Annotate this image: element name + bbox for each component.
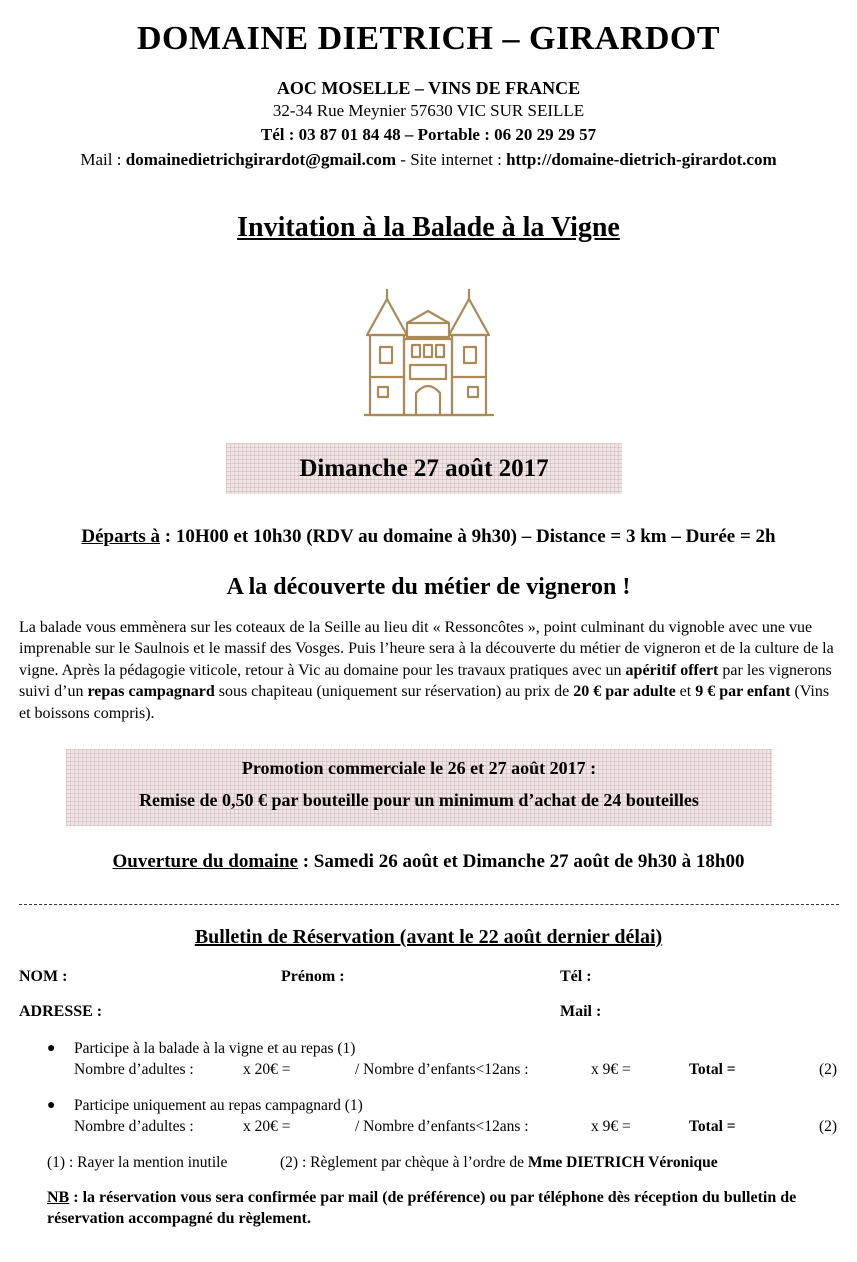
option1-total: Total = bbox=[689, 1061, 736, 1078]
departures-line bbox=[0, 526, 857, 548]
promotion-title: Promotion commerciale le 26 et 27 août 2017 : bbox=[241, 758, 597, 778]
desc-bold-repas: repas campagnard bbox=[87, 683, 215, 701]
event-date-banner: Dimanche 27 août 2017 bbox=[226, 443, 622, 494]
option1-label[interactable]: Participe à la balade à la vigne et au repas (1) bbox=[74, 1040, 356, 1057]
contact-separator: - bbox=[396, 150, 411, 169]
bullet-icon: ● bbox=[47, 1098, 56, 1113]
footnote-2 bbox=[280, 1154, 718, 1172]
desc-bold-child-price: 9 € par enfant bbox=[695, 683, 791, 701]
option1-children: / Nombre d’enfants<12ans : bbox=[355, 1061, 529, 1078]
option2-adult-price: x 20€ = bbox=[243, 1118, 291, 1135]
promotion-box bbox=[66, 749, 772, 826]
option2-label[interactable]: Participe uniquement au repas campagnard (1) bbox=[74, 1097, 363, 1114]
option2-children: / Nombre d’enfants<12ans : bbox=[355, 1118, 529, 1135]
option2-total: Total = bbox=[689, 1118, 736, 1135]
desc-text-4: et bbox=[675, 683, 696, 701]
nb-text: : la réservation vous sera confirmée par mail (de préférence) ou par téléphone dès réception du bulletin de réservation accompagné du règlement. bbox=[47, 1189, 797, 1227]
nb-note bbox=[47, 1187, 837, 1229]
nb-label: NB bbox=[47, 1189, 70, 1206]
discovery-heading: A la découverte du métier de vigneron ! bbox=[226, 574, 631, 600]
aoc-line: AOC MOSELLE – VINS DE FRANCE bbox=[276, 78, 581, 98]
desc-text-5: (Vins et boissons compris). bbox=[19, 683, 830, 722]
tel-field[interactable]: Tél : bbox=[560, 968, 592, 985]
desc-text-2: par les vignerons suivi d’un bbox=[19, 661, 832, 701]
promotion-detail: Remise de 0,50 € par bouteille pour un minimum d’achat de 24 bouteilles bbox=[139, 790, 699, 810]
option2-note: (2) bbox=[819, 1118, 838, 1135]
bullet-icon: ● bbox=[47, 1041, 56, 1056]
mail-field[interactable]: Mail : bbox=[560, 1003, 602, 1020]
payee-name: Mme DIETRICH Véronique bbox=[527, 1154, 718, 1171]
description-paragraph bbox=[19, 617, 839, 724]
domain-title: DOMAINE DIETRICH – GIRARDOT bbox=[136, 20, 721, 57]
adresse-field[interactable]: ADRESSE : bbox=[19, 1003, 103, 1020]
contact-line bbox=[0, 150, 857, 170]
site-link[interactable]: http://domaine-dietrich-girardot.com bbox=[506, 150, 777, 169]
cut-line-divider bbox=[19, 904, 839, 905]
desc-text-1: La balade vous emmènera sur les coteaux de la Seille au lieu dit « Ressoncôtes », point culminant du vignoble avec une vue imprenable sur le Saulnois et le massif des Vosges. Puis l’heure sera à la découverte du métier de vigneron et de la culture de la vigne. Après la pédagogie viticole, retour à Vic au domaine pour les travaux pratiques avec un bbox=[19, 619, 834, 679]
mail-link[interactable]: domainedietrichgirardot@gmail.com bbox=[125, 150, 397, 169]
departures-label: Départs à bbox=[81, 526, 161, 547]
footnote-1: (1) : Rayer la mention inutile bbox=[47, 1154, 228, 1171]
option1-note: (2) bbox=[819, 1061, 838, 1078]
invitation-title: Invitation à la Balade à la Vigne bbox=[237, 212, 620, 243]
desc-text-3: sous chapiteau (uniquement sur réservation) au prix de bbox=[214, 683, 574, 701]
option1-adults: Nombre d’adultes : bbox=[74, 1061, 194, 1078]
desc-bold-aperitif: apéritif offert bbox=[625, 661, 719, 679]
desc-bold-adult-price: 20 € par adulte bbox=[573, 683, 676, 701]
footnote-2-text: (2) : Règlement par chèque à l’ordre de bbox=[280, 1154, 528, 1171]
booking-title: Bulletin de Réservation (avant le 22 août dernier délai) bbox=[194, 926, 663, 948]
option1-adult-price: x 20€ = bbox=[243, 1061, 291, 1078]
departures-text: : 10H00 et 10h30 (RDV au domaine à 9h30) – Distance = 3 km – Durée = 2h bbox=[160, 526, 776, 547]
option2-adults: Nombre d’adultes : bbox=[74, 1118, 194, 1135]
prenom-field[interactable]: Prénom : bbox=[281, 968, 345, 985]
site-label: Site internet : bbox=[410, 150, 507, 169]
phone-line: Tél : 03 87 01 84 48 – Portable : 06 20 29 29 57 bbox=[260, 125, 597, 144]
nom-field[interactable]: NOM : bbox=[19, 968, 68, 985]
option2-child-price: x 9€ = bbox=[591, 1118, 631, 1135]
opening-line bbox=[0, 851, 857, 873]
opening-text: : Samedi 26 août et Dimanche 27 août de 9h30 à 18h00 bbox=[297, 851, 745, 872]
mail-label: Mail : bbox=[80, 150, 126, 169]
option1-child-price: x 9€ = bbox=[591, 1061, 631, 1078]
address-line: 32-34 Rue Meynier 57630 VIC SUR SEILLE bbox=[272, 101, 585, 120]
opening-label: Ouverture du domaine bbox=[112, 851, 298, 872]
castle-gate-icon bbox=[362, 287, 496, 417]
